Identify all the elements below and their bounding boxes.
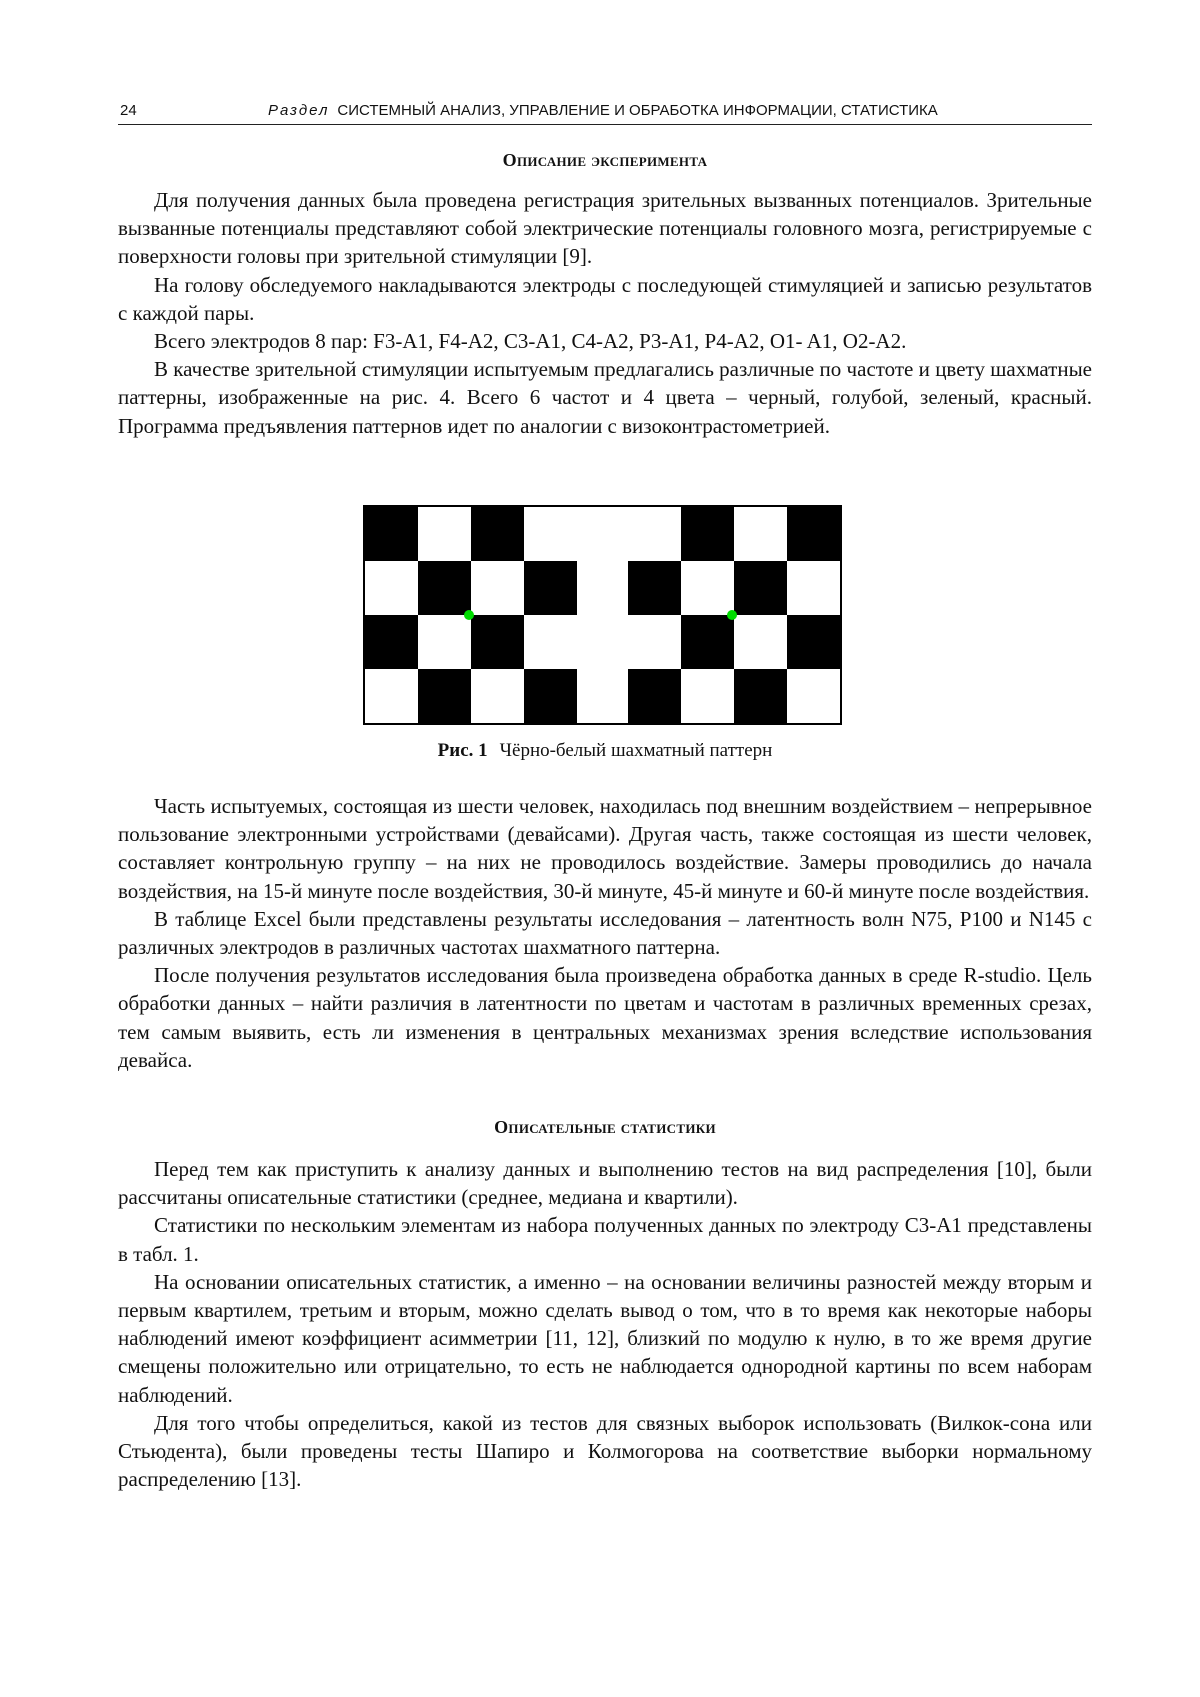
right-half-black-cell xyxy=(681,615,734,669)
heading-descriptive-stats: Описательные статистики xyxy=(118,1117,1092,1138)
paragraph: Статистики по нескольким элементам из набора полученных данных по электроду C3-A1 представлены в табл. 1. xyxy=(118,1211,1092,1267)
right-half-black-cell xyxy=(787,507,840,561)
figure-label: Рис. 1 xyxy=(438,740,488,761)
right-half-black-cell xyxy=(734,561,787,615)
figure-caption-text: Чёрно-белый шахматный паттерн xyxy=(500,740,773,761)
left-half-black-cell xyxy=(524,561,577,615)
left-half-black-cell xyxy=(471,507,524,561)
right-half-black-cell xyxy=(734,669,787,723)
paragraph: Перед тем как приступить к анализу данных и выполнению тестов на вид распределе­ния [10], были рассчитаны описательные статистики (среднее, медиана и квартили). xyxy=(118,1155,1092,1211)
figure-caption xyxy=(118,740,1092,762)
checkerboard-figure xyxy=(363,505,842,725)
left-half-black-cell xyxy=(418,669,471,723)
right-half-black-cell xyxy=(628,669,681,723)
paragraph: На основании описательных статистик, а именно – на основании величины разностей между вторым и первым квартилем, третьим и вторым, можно сделать вывод о том, что в то время как некоторые наборы наблюдений имеют коэффициент асимметрии [11, 12], близкий по модулю к нулю, в то же время другие смещены положительно или отрицательно, то есть не наблюдается однородной картины по всем наборам наблюдений. xyxy=(118,1268,1092,1409)
page-number: 24 xyxy=(120,102,137,119)
right-half-black-cell xyxy=(628,561,681,615)
paragraph: На голову обследуемого накладываются электроды с последующей стимуляцией и запи­сью результатов с каждой пары. xyxy=(118,271,1092,327)
paragraph: Всего электродов 8 пар: F3-A1, F4-A2, C3-A1, C4-A2, P3-A1, P4-A2, O1- A1, O2-A2. xyxy=(118,327,1092,355)
paragraph: После получения результатов исследования была произведена обработка данных в среде R-studio. Цель обработки данных – найти различия в латентности по цветам и частотам в раз­личных временных срезах, тем самым выявить, есть ли изменения в центральных механизмах зрения вследствие использования девайса. xyxy=(118,961,1092,1074)
paragraph: В качестве зрительной стимуляции испытуемым предлагались различные по частоте и цвету шахматные паттерны, изображенные на рис. 4. Всего 6 частот и 4 цвета – черный, голубой, зеленый, красный. Программа предъявления паттернов идет по аналогии с визокон­трастометрией. xyxy=(118,355,1092,440)
section2-body xyxy=(118,1155,1092,1493)
left-half-black-cell xyxy=(365,615,418,669)
paragraph: Для получения данных была проведена регистрация зрительных вызванных потенциалов. Зрительные вызванные потенциалы представляют собой электрические потенциалы голов­ного мозга, регистрируемые с поверхности головы при зрительной стимуляции [9]. xyxy=(118,186,1092,271)
checkerboard-image xyxy=(365,507,840,723)
paragraph: Часть испытуемых, состоящая из шести человек, находилась под внешним воздействием – непрерывное пользование электронными устройствами (девайсами). Другая часть, также со­стоящая из шести человек, составляет контрольную группу – на них не проводилось воздей­ствие. Замеры проводились до начала воздействия, на 15-й минуте после воздействия, 30-й ми­нуте, 45-й минуте и 60-й минуте после воздействия. xyxy=(118,792,1092,905)
section-label: Раздел xyxy=(268,102,329,119)
heading-experiment: Описание эксперимента xyxy=(118,150,1092,171)
paragraph: Для того чтобы определиться, какой из тестов для связных выборок использовать (Вилкок-сона или Стьюдента), были проведены тесты Шапиро и Колмогорова на соответствие выборки нормальному распределению [13]. xyxy=(118,1409,1092,1494)
left-half-black-cell xyxy=(524,669,577,723)
right-half-black-cell xyxy=(787,615,840,669)
right-half-black-cell xyxy=(681,507,734,561)
left-half-black-cell xyxy=(471,615,524,669)
section1-body xyxy=(118,186,1092,440)
paragraph: В таблице Excel были представлены результаты исследования – латентность волн N75, P100 и N145 с различных электродов в различных частотах шахматного паттерна. xyxy=(118,905,1092,961)
fixation-marker xyxy=(464,610,474,620)
section1-body-continued xyxy=(118,792,1092,1074)
section-title xyxy=(268,102,938,119)
running-header xyxy=(118,100,1092,125)
section-name: СИСТЕМНЫЙ АНАЛИЗ, УПРАВЛЕНИЕ И ОБРАБОТКА ИНФОРМАЦИИ, СТАТИСТИКА xyxy=(337,102,937,119)
left-half-black-cell xyxy=(418,561,471,615)
fixation-marker xyxy=(727,610,737,620)
left-half-black-cell xyxy=(365,507,418,561)
